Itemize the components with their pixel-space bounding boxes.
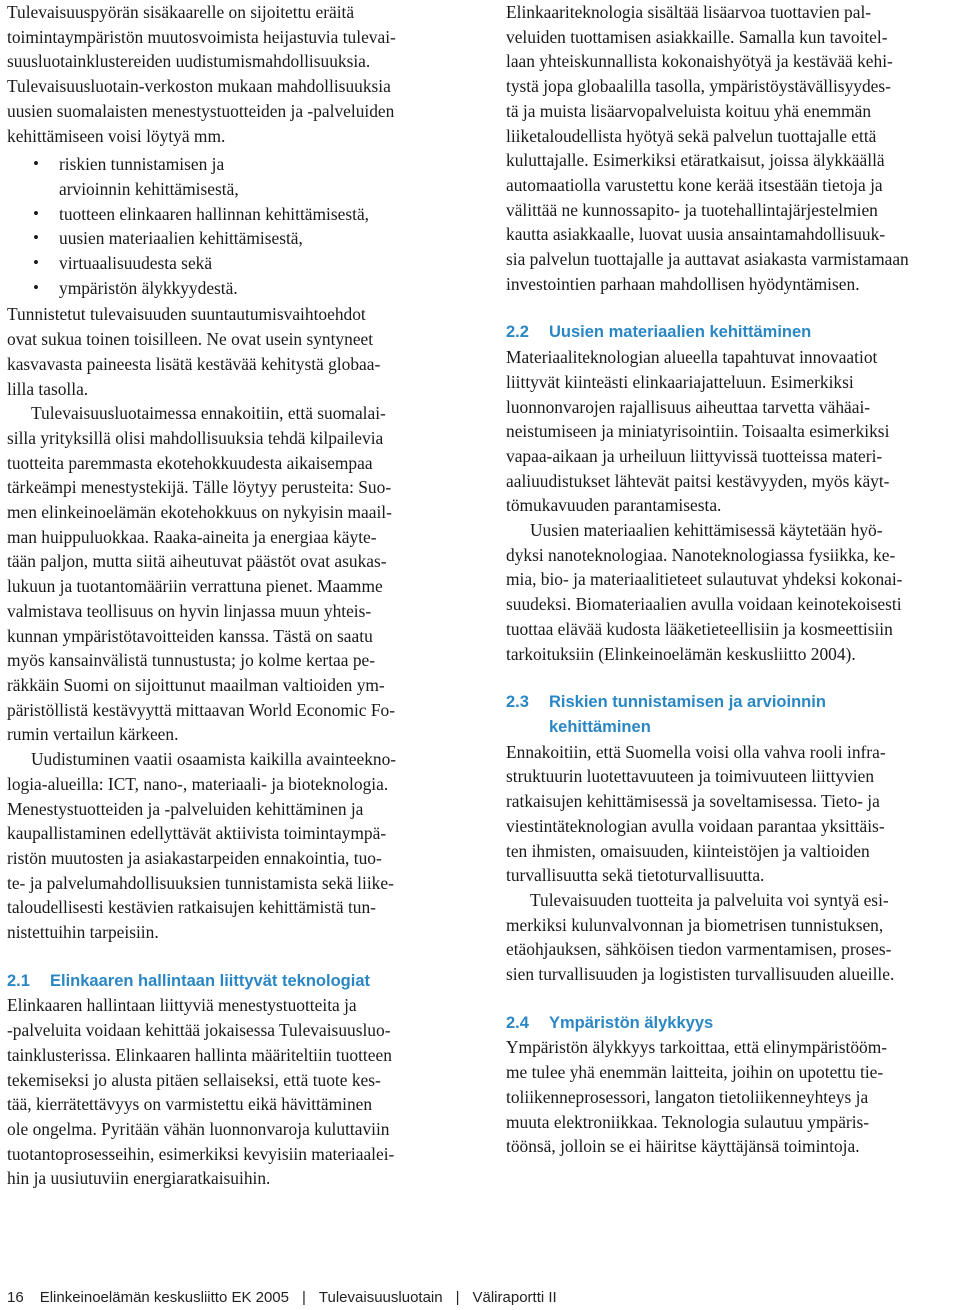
right-column <box>506 0 956 1159</box>
section-heading-2-4 <box>506 1011 956 1036</box>
paragraph: Elinkaariteknologia sisältää lisäarvoa tuottavien pal- veluiden tuottamisen asiakkaille. Samalla kun tavoitel- laan yhteiskunnallista kokonaishyötyä ja kestävää kehi- tystä jopa globaalilla tasolla, ympäristöystävällisyydes- tä ja muista lisäarvopalveluista koituu yhä enemmän liiketaloudellista hyötyä sekä palvelun tuottajalle että kuluttajalle. Esimerkiksi etäratkaisut, joissa älykkäällä automaatiolla varustettu kone kerää itsestään tietoja ja välittää ne kunnossapito- ja tuotehallintajärjestelmien kautta asiakkaalle, luovat uusia ansaintamahdollisuuk- sia palvelun tuottajalle ja auttavat asiakasta varmistamaan investointien parhaan mahdollisen hyödyntämisen. <box>506 2 909 294</box>
section-body: Elinkaaren hallintaan liittyviä menestystuotteita ja -palveluita voidaan kehittää jokaisessa Tulevaisuusluo- tainklusterissa. Elinkaaren hallinta määriteltiin tuotteen tekemiseksi jo alusta pitäen sellaiseksi, että tuote kes- tää, kierrätettävyys on varmistettu eikä hävittäminen ole ongelma. Pyritään vähän luonnonvaroja kuluttaviin tuotantoprosesseihin, esimerkiksi kevyisiin materiaalei- hin ja uusiutuviin energiaratkaisuihin. <box>7 995 395 1189</box>
list-item: • ympäristön älykkyydestä. <box>33 276 457 301</box>
footer-separator: | <box>302 1289 306 1306</box>
section-number: 2.4 <box>506 1013 529 1032</box>
section-title: Uusien materiaalien kehittäminen <box>549 323 812 342</box>
list-item: • virtuaalisuudesta sekä <box>33 251 457 276</box>
page-footer <box>7 1287 557 1309</box>
section-body: Ympäristön älykkyys tarkoittaa, että elinympäristööm- me tulee yhä enemmän laitteita, joihin on upotettu tie- toliikenneprosessori, langaton tietoliikenneyhteys ja muuta elektroniikkaa. Teknologia sulautuu ympäris- töönsä, jolloin se ei häiritse käyttäjänsä toimintoja. <box>506 1037 888 1157</box>
section-title: Ympäristön älykkyys <box>549 1013 714 1032</box>
section-title: Riskien tunnistamisen ja arvioinnin kehittäminen <box>549 693 826 736</box>
section-number: 2.1 <box>7 971 30 990</box>
footer-separator: | <box>455 1289 460 1306</box>
section-body: Uusien materiaalien kehittämisessä käytetään hyö- dyksi nanoteknologiaa. Nanoteknologiassa fysiikka, ke- mia, bio- ja materiaalitieteet sulautuvat yhdeksi kokonai- suudeksi. Biomateriaalien avulla voidaan keinotekoisesti tuottaa elävää kudosta lääketieteellisiin ja kosmeettisiin tarkoituksiin (Elinkeinoelämän keskusliitto 2004). <box>506 520 903 664</box>
paragraph: Uudistuminen vaatii osaamista kaikilla avainteekno- logia-alueilla: ICT, nano-, materiaali- ja bioteknologia. Menestystuotteiden ja -palveluiden kehittäminen ja kaupallistaminen edellyttävät aktiivista toimintaympä- ristön muutosten ja asiakastarpeiden ennakointia, tuo- te- ja palvelumahdollisuuksien tunnistamista sekä liike- taloudellisesti kestävien ratkaisujen kehittämistä tun- nistettuihin tarpeisiin. <box>7 749 397 943</box>
footer-report: Väliraportti II <box>472 1289 557 1306</box>
paragraph: Tulevaisuusluotaimessa ennakoitiin, että suomalai- silla yrityksillä olisi mahdollisuuksia tehdä kilpailevia tuotteita paremmasta ekotehokkuudesta aikaisempaa tärkeämpi menestystekijä. Tälle löytyy perusteita: Suo- men elinkeinoelämän ekotehokkuus on nykyisin maail- man huippuluokkaa. Raaka-aineita ja energiaa käyte- tään paljon, mutta siitä aiheutuvat päästöt ovat asukas- lukuun ja tuotantomääriin verrattuna pienet. Maamme valmistava teollisuus on hyvin linjassa muun yhteis- kunnan ympäristötavoitteiden kanssa. Tästä on saatu myös kansainvälistä tunnustusta; jo kolme kertaa pe- räkkäin Suomi on sijoittunut maailman valtioiden ym- päristöllistä kestävyyttä mittaavan World Economic Fo- rumin vertailun kärkeen. <box>7 403 396 745</box>
footer-publisher: Elinkeinoelämän keskusliitto EK 2005 <box>39 1289 289 1306</box>
footer-series: Tulevaisuusluotain <box>318 1289 443 1306</box>
left-column <box>7 0 457 1191</box>
paragraph: Tunnistetut tulevaisuuden suuntautumisvaihtoehdot ovat sukua toinen toisilleen. Ne ovat usein syntyneet kasvavasta paineesta lisätä kestävää kehitystä globaa- lilla tasolla. <box>7 304 381 399</box>
list-item: • tuotteen elinkaaren hallinnan kehittämisestä, <box>33 202 457 227</box>
opportunity-list <box>7 152 457 300</box>
section-heading-2-3 <box>506 690 956 739</box>
intro-paragraph: Tulevaisuuspyörän sisäkaarelle on sijoitettu eräitä toimintaympäristön muutosvoimista heijastuvia tulevai- suusluotainklustereiden uudistumismahdollisuuksia. Tulevaisuusluotain-verkoston mukaan mahdollisuuksia uusien suomalaisten menestystuotteiden ja -palveluiden kehittämiseen voisi löytyä mm. <box>7 2 396 146</box>
section-number: 2.3 <box>506 693 529 712</box>
section-number: 2.2 <box>506 323 529 342</box>
list-item: • uusien materiaalien kehittämisestä, <box>33 226 457 251</box>
section-heading-2-2 <box>506 320 956 345</box>
section-body: Materiaaliteknologian alueella tapahtuvat innovaatiot liittyvät kiinteästi elinkaariajatteluun. Esimerkiksi luonnonvarojen rajallisuus aiheuttaa tarvetta vähäai- neistumiseen ja miniatyrisointiin. Toisaalta esimerkiksi vapaa-aikaan ja urheiluun liittyvissä tuotteissa materi- aaliuudistukset lähtevät paitsi kestävyyden, myös käyt- tömukavuuden parantamisesta. <box>506 347 890 516</box>
section-title: Elinkaaren hallintaan liittyvät teknologiat <box>50 971 370 990</box>
section-heading-2-1 <box>7 969 457 994</box>
page-number: 16 <box>7 1289 24 1306</box>
list-item: • riskien tunnistamisen ja arvioinnin kehittämisestä, <box>33 152 457 201</box>
section-body: Ennakoitiin, että Suomella voisi olla vahva rooli infra- struktuurin luotettavuuteen ja toimivuuteen liittyvien ratkaisujen kehittämisessä ja soveltamisessa. Tieto- ja viestintäteknologian avulla voidaan parantaa yksittäis- ten ihmisten, omaisuuden, kiinteistöjen ja valtioiden turvallisuutta sekä tietoturvallisuutta. <box>506 741 886 886</box>
section-body: Tulevaisuuden tuotteita ja palveluita voi syntyä esi- merkiksi kulunvalvonnan ja biometrisen tunnistuksen, etäohjauksen, sähköisen tiedon varmentamisen, proses- sien turvallisuuden ja logististen turvallisuuden alueille. <box>506 889 895 985</box>
